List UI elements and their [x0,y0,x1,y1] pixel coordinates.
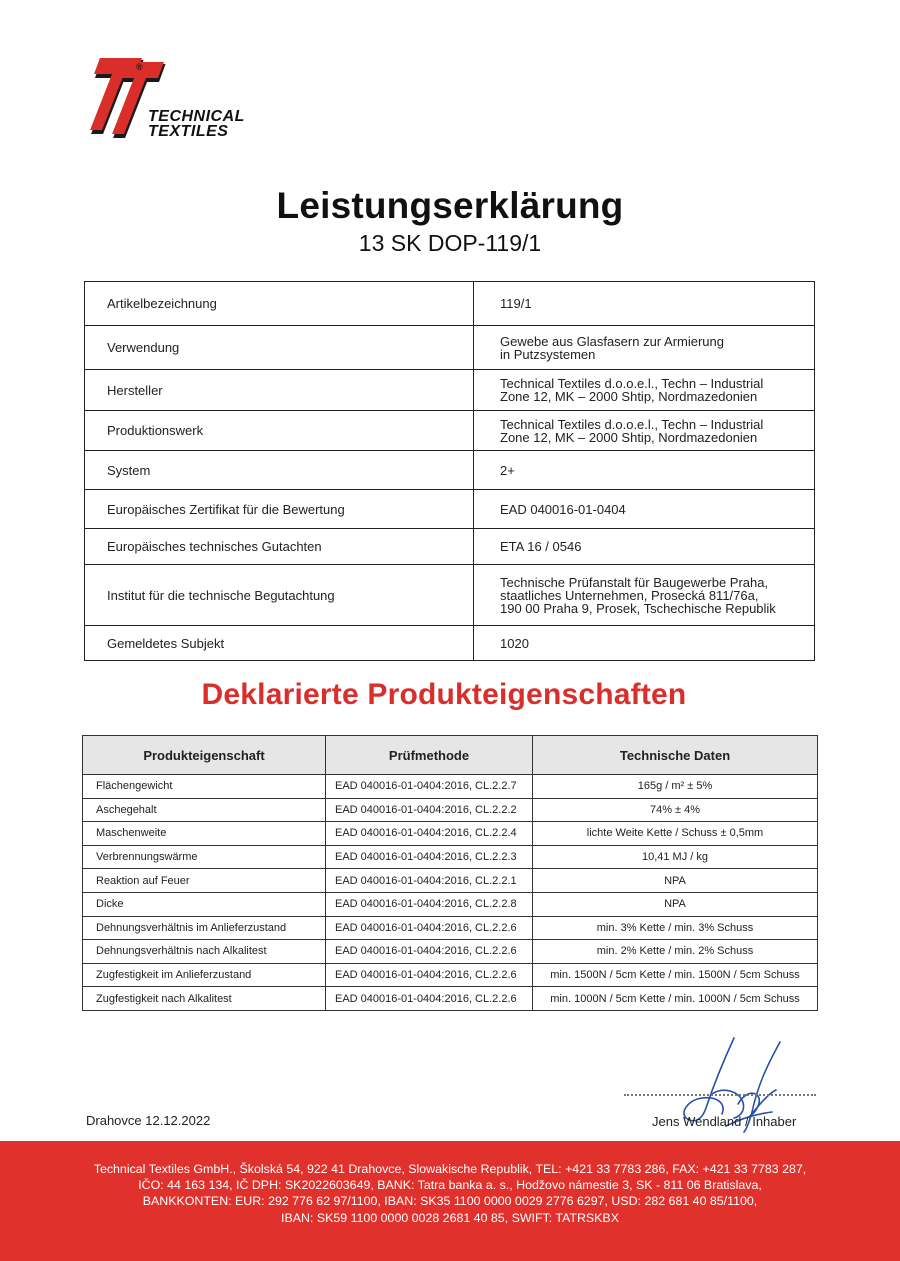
technical-value: lichte Weite Kette / Schuss ± 0,5mm [533,822,818,846]
property-name: Dicke [83,892,326,916]
info-value [474,326,815,370]
info-label: Institut für die technische Begutachtung [85,565,474,626]
info-value-line: staatliches Unternehmen, Prosecká 811/76a, [500,587,759,603]
property-row [83,892,818,916]
test-method: EAD 040016-01-0404:2016, CL.2.2.7 [326,775,533,799]
column-header: Technische Daten [533,736,818,775]
document-number: 13 SK DOP-119/1 [358,230,542,256]
page-title: Leistungserklärung [276,185,624,226]
info-label: Europäisches technisches Gutachten [85,529,474,565]
info-row [85,565,815,626]
test-method: EAD 040016-01-0404:2016, CL.2.2.6 [326,963,533,987]
property-name: Dehnungsverhältnis im Anlieferzustand [83,916,326,940]
info-value [474,282,815,326]
footer-company-details [0,1141,900,1261]
property-row [83,963,818,987]
info-label: Artikelbezeichnung [85,282,474,326]
info-label: Verwendung [85,326,474,370]
column-header: Produkteigenschaft [83,736,326,775]
info-value [474,411,815,451]
test-method: EAD 040016-01-0404:2016, CL.2.2.6 [326,940,533,964]
technical-value: min. 1500N / 5cm Kette / min. 1500N / 5cm Schuss [533,963,818,987]
info-label: Gemeldetes Subjekt [85,626,474,661]
info-value-line: Technical Textiles d.o.o.e.l., Techn – Industrial [500,376,764,391]
technical-value: min. 2% Kette / min. 2% Schuss [533,940,818,964]
info-value-line: Technische Prüfanstalt für Baugewerbe Praha, [500,574,769,590]
info-label: Europäisches Zertifikat für die Bewertung [85,490,474,529]
product-info-table [84,281,815,661]
property-name: Reaktion auf Feuer [83,869,326,893]
info-value-line: in Putzsystemen [500,346,596,362]
place-date: Drahovce 12.12.2022 [86,1113,211,1128]
registered-mark: ® [136,62,143,72]
company-logo [78,58,278,148]
info-row [85,626,815,661]
technical-value: 165g / m² ± 5% [533,775,818,799]
info-row [85,370,815,411]
test-method: EAD 040016-01-0404:2016, CL.2.2.3 [326,845,533,869]
brand-line-1: TECHNICAL [148,108,245,125]
footer-line: Technical Textiles GmbH., Školská 54, 922 41 Drahovce, Slowakische Republik, TEL: +421 33 7783 286, FAX: +421 33 7783 287, [93,1162,807,1176]
info-value-line: 190 00 Praha 9, Prosek, Tschechische Republik [500,600,776,616]
technical-value: min. 3% Kette / min. 3% Schuss [533,916,818,940]
technical-value: 74% ± 4% [533,798,818,822]
info-value-line: Zone 12, MK – 2000 Shtip, Nordmazedonien [500,429,758,445]
info-value-line: 2+ [500,462,515,478]
info-value [474,529,815,565]
signer-name: Jens Wendland / Inhaber [652,1114,797,1129]
info-row [85,411,815,451]
property-name: Dehnungsverhältnis nach Alkalitest [83,940,326,964]
brand-line-2: TEXTILES [148,123,229,140]
test-method: EAD 040016-01-0404:2016, CL.2.2.8 [326,892,533,916]
technical-value: min. 1000N / 5cm Kette / min. 1000N / 5cm Schuss [533,987,818,1011]
test-method: EAD 040016-01-0404:2016, CL.2.2.1 [326,869,533,893]
section-heading: Deklarierte Produkteigenschaften [201,678,687,711]
info-row [85,529,815,565]
property-row [83,987,818,1011]
info-row [85,490,815,529]
technical-value: NPA [533,892,818,916]
info-value [474,626,815,661]
info-row [85,282,815,326]
property-row [83,869,818,893]
footer-line: IBAN: SK59 1100 0000 0028 2681 40 85, SWIFT: TATRSKBX [281,1210,619,1225]
test-method: EAD 040016-01-0404:2016, CL.2.2.6 [326,987,533,1011]
info-value-line: EAD 040016-01-0404 [500,501,626,517]
info-row [85,451,815,490]
technical-value: NPA [533,869,818,893]
property-name: Zugfestigkeit im Anlieferzustand [83,963,326,987]
property-row [83,798,818,822]
property-name: Verbrennungswärme [83,845,326,869]
property-name: Zugfestigkeit nach Alkalitest [83,987,326,1011]
property-name: Aschegehalt [83,798,326,822]
info-value-line: Zone 12, MK – 2000 Shtip, Nordmazedonien [500,389,758,404]
technical-value: 10,41 MJ / kg [533,845,818,869]
test-method: EAD 040016-01-0404:2016, CL.2.2.4 [326,822,533,846]
property-row [83,775,818,799]
brand-name [148,109,245,139]
footer-line: IČO: 44 163 134, IČ DPH: SK2022603649, BANK: Tatra banka a. s., Hodžovo námestie 3, SK - 811 06 Bratislava, [138,1178,762,1193]
test-method: EAD 040016-01-0404:2016, CL.2.2.2 [326,798,533,822]
info-value [474,451,815,490]
properties-header-row [83,736,818,775]
info-value-line: Technical Textiles d.o.o.e.l., Techn – Industrial [500,416,764,432]
footer-line: BANKKONTEN: EUR: 292 776 62 97/1100, IBAN: SK35 1100 0000 0029 2776 6297, USD: 282 681 40 85/1100, [142,1194,758,1209]
info-value-line: Gewebe aus Glasfasern zur Armierung [500,333,724,349]
info-value-line: 1020 [500,635,529,651]
info-value [474,565,815,626]
info-label: System [85,451,474,490]
info-value [474,490,815,529]
property-row [83,916,818,940]
info-value-line: ETA 16 / 0546 [500,539,582,554]
info-value [474,370,815,411]
property-row [83,845,818,869]
property-name: Maschenweite [83,822,326,846]
signature-line [624,1094,816,1096]
properties-table [82,735,818,1011]
property-row [83,940,818,964]
info-row [85,326,815,370]
column-header: Prüfmethode [326,736,533,775]
info-label: Hersteller [85,370,474,411]
info-label: Produktionswerk [85,411,474,451]
info-value-line: 119/1 [500,296,532,311]
test-method: EAD 040016-01-0404:2016, CL.2.2.6 [326,916,533,940]
property-name: Flächengewicht [83,775,326,799]
property-row [83,822,818,846]
